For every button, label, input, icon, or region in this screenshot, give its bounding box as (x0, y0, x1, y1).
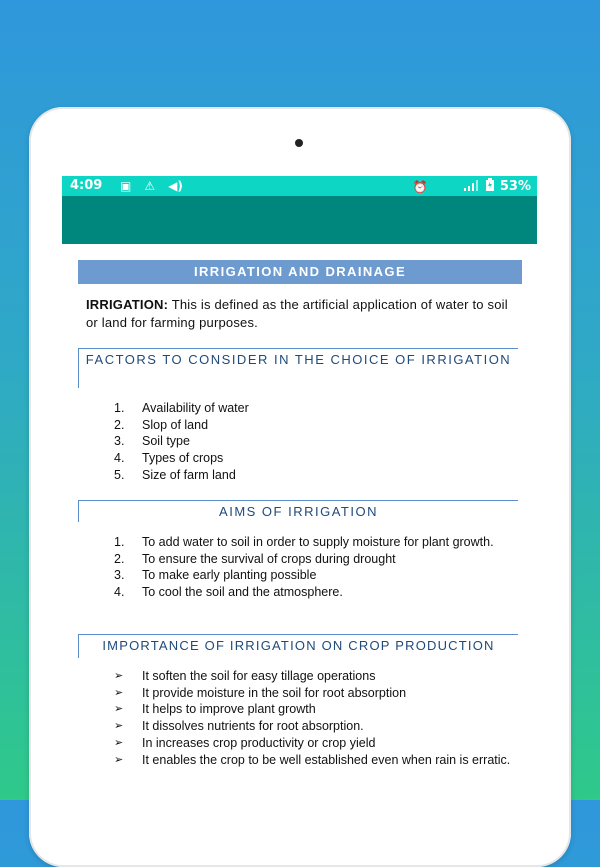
aims-list (114, 534, 514, 601)
list-item: ➢ It enables the crop to be well established even when rain is erratic. (114, 752, 511, 767)
list-item: 3. To make early planting possible (114, 568, 317, 583)
definition-term: IRRIGATION: (86, 297, 169, 312)
definition-text: This is defined as the artificial application of water to soil or land for farming purposes. (86, 297, 508, 330)
battery-percent: 53% (499, 179, 531, 194)
list-item: ➢ It helps to improve plant growth (114, 702, 316, 717)
list-item: 2. To ensure the survival of crops during drought (114, 551, 396, 566)
list-item: 5. Size of farm land (114, 467, 236, 482)
list-item: 4. To cool the soil and the atmosphere. (114, 585, 343, 600)
app-bar (62, 196, 537, 244)
camera-dot (295, 139, 303, 147)
list-item: 2. Slop of land (114, 417, 209, 432)
arrow-bullet-icon: ➢ (114, 720, 124, 733)
status-bar (62, 176, 537, 196)
factors-list (114, 400, 514, 484)
alarm-icon: ⏰ (412, 179, 428, 194)
volume-icon: ◀) (168, 179, 183, 193)
list-item: 1. Availability of water (114, 401, 249, 415)
status-time: 4:09 (70, 178, 103, 193)
list-item: 3. Soil type (114, 434, 190, 449)
arrow-bullet-icon: ➢ (114, 670, 124, 682)
warning-icon: ⚠ (144, 179, 156, 193)
importance-list (114, 668, 514, 768)
screen-icon: ▣ (120, 179, 132, 193)
factors-heading: FACTORS TO CONSIDER IN THE CHOICE OF IRRIGATION (78, 348, 518, 388)
list-item: 4. Types of crops (114, 451, 224, 466)
arrow-bullet-icon: ➢ (114, 736, 124, 749)
aims-heading: AIMS OF IRRIGATION (78, 500, 518, 522)
list-item: ➢ In increases crop productivity or crop yield (114, 735, 376, 750)
list-item: ➢ It soften the soil for easy tillage operations (114, 669, 376, 683)
device-screen (62, 176, 537, 800)
importance-heading: IMPORTANCE OF IRRIGATION ON CROP PRODUCTION (78, 634, 518, 658)
document-title: IRRIGATION AND DRAINAGE (78, 260, 522, 284)
signal-icon (464, 179, 480, 195)
list-item: 1. To add water to soil in order to supply moisture for plant growth. (114, 535, 494, 549)
definition-paragraph (86, 296, 522, 332)
battery-icon (486, 178, 494, 195)
list-item: ➢ It dissolves nutrients for root absorption. (114, 719, 364, 734)
arrow-bullet-icon: ➢ (114, 703, 124, 716)
arrow-bullet-icon: ➢ (114, 686, 124, 699)
list-item: ➢ It provide moisture in the soil for root absorption (114, 685, 407, 700)
arrow-bullet-icon: ➢ (114, 753, 124, 766)
